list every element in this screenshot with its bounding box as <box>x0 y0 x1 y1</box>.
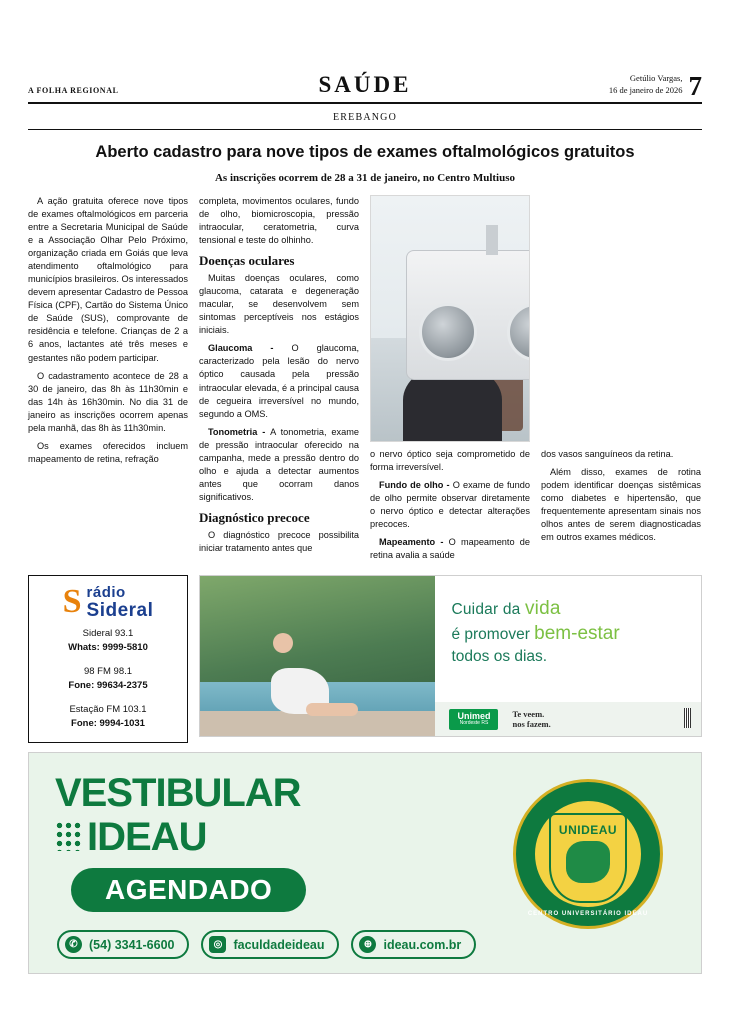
whatsapp-icon: ✆ <box>65 936 82 953</box>
issue-date-text: 16 de janeiro de 2026 <box>608 84 683 95</box>
unimed-photo <box>200 576 435 736</box>
unimed-line-2a: é promover <box>451 626 535 644</box>
term-label: Fundo de olho - <box>379 479 453 490</box>
unimed-line-2 <box>451 623 701 645</box>
vestibular-badge: AGENDADO <box>71 868 306 912</box>
page-number: 7 <box>688 71 702 102</box>
device-arm <box>486 225 498 255</box>
paragraph: o nervo óptico seja comprometido de forma irreversível. <box>370 448 530 472</box>
paragraph-term-item <box>370 479 530 531</box>
radio-contact-line: Fone: 99634-2375 <box>68 680 148 692</box>
term-label: Tonometria - <box>208 426 271 437</box>
paragraph: A ação gratuita oferece nove tipos de exames oftalmológicos em parceria entre a Secretaria Municipal de Saúde e a Associação Olhar Pelo Próximo, organização criada em Goiás que leva atendimento oftalmológico para municípios brasileiros. Os interessados devem apresentar Cadastro de Pessoa Física (CPF), Cartão do Sistema Único de Saúde (SUS), comprovante de residência e telefone. Crianças de 2 a 6 anos, lactantes até três meses e gestantes não podem participar. <box>28 195 188 363</box>
term-text: O mapeamento de retina avalia a saúde <box>370 537 530 561</box>
radio-logo-line1: rádio <box>86 584 126 602</box>
masthead-right <box>552 71 702 102</box>
radio-logo <box>35 584 181 620</box>
paragraph-term-item <box>199 342 359 420</box>
unimed-logo <box>449 709 498 730</box>
photo-person-leg <box>306 703 358 716</box>
ad-vestibular-ideau[interactable] <box>28 752 702 974</box>
article-headline: Aberto cadastro para nove tipos de exames oftalmológicos gratuitos <box>95 143 635 161</box>
section-subhead: Doenças oculares <box>199 253 295 269</box>
unimed-slogan-line1: Te veem. <box>512 709 545 720</box>
unimed-brand-sub: Nordeste RS <box>459 720 489 727</box>
device-lens-right <box>507 303 530 361</box>
article-standfirst: As inscrições ocorrem de 28 a 31 de janeiro, no Centro Multiuso <box>214 171 516 184</box>
paragraph-term-item <box>199 426 359 504</box>
unimed-line-1a: Cuidar da <box>451 601 525 619</box>
contact-phone[interactable] <box>57 930 189 959</box>
photo-person-head <box>273 633 293 653</box>
issue-date <box>609 73 683 98</box>
barcode-icon <box>684 708 691 728</box>
unimed-line-3: todos os dias. <box>451 648 548 666</box>
contact-phone-label: (54) 3341-6600 <box>89 937 175 952</box>
radio-station-line: Estação FM 103.1 <box>69 704 147 716</box>
radio-contact-line: Whats: 9999-5810 <box>68 642 148 654</box>
seal-bottom-text: CENTRO UNIVERSITÁRIO IDEAU <box>527 911 649 918</box>
globe-icon: ⊕ <box>359 936 376 953</box>
seal-word: UNIDEAU <box>558 823 618 838</box>
contact-website[interactable] <box>351 930 476 959</box>
publication-name: A FOLHA REGIONAL <box>28 86 119 95</box>
instagram-icon: ◎ <box>209 936 226 953</box>
radio-station-line: 98 FM 98.1 <box>83 666 133 678</box>
contact-website-label: ideau.com.br <box>383 937 462 952</box>
unimed-footer <box>435 702 701 736</box>
sub-section-bar <box>28 104 702 130</box>
unimed-slogan <box>512 709 550 729</box>
term-text: A tonometria, exame de pressão intraocular oferecido na campanha, mede a pressão dentro do olho e ajuda a detectar aumentos antes que ocorram danos significativos. <box>199 426 359 503</box>
paragraph: Os exames oferecidos incluem mapeamento de retina, refração <box>28 440 188 464</box>
ad-radio-sideral[interactable] <box>28 575 188 743</box>
decorative-dots-icon <box>55 821 81 851</box>
term-text: O glaucoma, caracterizado pela lesão do nervo óptico causada pela pressão intraocular elevada, é a principal causa de cegueira irreversível no mundo, segundo a OMS. <box>199 343 359 419</box>
page-sheet <box>28 72 702 993</box>
masthead <box>28 72 702 104</box>
spacer <box>35 694 181 701</box>
section-subhead: Diagnóstico precoce <box>199 510 310 526</box>
article-column-4 <box>541 195 701 568</box>
unimed-word-vida: vida <box>524 598 561 620</box>
vestibular-title-line1: VESTIBULAR <box>55 771 301 816</box>
article-column-1 <box>28 195 188 568</box>
unideau-seal <box>513 779 663 929</box>
phoropter-device <box>406 250 530 380</box>
radio-station-line: Sideral 93.1 <box>82 628 134 640</box>
paragraph: dos vasos sanguíneos da retina. <box>541 448 674 459</box>
unimed-brand-name: Unimed <box>457 710 491 721</box>
spacer <box>35 656 181 663</box>
radio-contact-line: Fone: 9994-1031 <box>71 718 145 730</box>
paragraph: O cadastramento acontece de 28 a 30 de janeiro, das 8h às 11h30min e das 14h às 16h30min. No dia 31 de janeiro as inscrições ocorrem apenas pela manhã, das 8h às 11h30min. <box>28 370 188 433</box>
term-label: Mapeamento - <box>379 537 449 548</box>
paragraph: O diagnóstico precoce possibilita iniciar tratamento antes que <box>199 530 359 554</box>
article-photo <box>370 195 530 442</box>
term-text: O exame de fundo de olho permite observar diretamente o nervo óptico e detectar alterações precoces. <box>370 479 530 530</box>
article-column-2 <box>199 195 359 568</box>
paragraph: completa, movimentos oculares, fundo de olho, biomicroscopia, pressão intraocular, ceratometria, curva tensional e teste do olhinho. <box>199 195 359 245</box>
term-label: Glaucoma - <box>208 343 292 354</box>
radio-logo-icon: S <box>62 583 82 620</box>
section-title: SAÚDE <box>318 72 412 97</box>
article-body <box>28 195 702 568</box>
issue-city: Getúlio Vargas, <box>629 73 683 84</box>
contact-instagram[interactable] <box>201 930 339 959</box>
radio-logo-line2: Sideral <box>86 600 154 622</box>
ad-unimed[interactable] <box>199 575 702 737</box>
paragraph: Além disso, exames de rotina podem identificar doenças sistêmicas como diabetes e hipertensão, que frequentemente apresentam sinais nos olhos antes de serem diagnosticadas em outros exames médicos. <box>541 466 701 543</box>
unimed-line-1 <box>451 598 701 620</box>
brazil-map-icon <box>566 841 610 883</box>
unimed-slogan-line2: nos fazem. <box>512 719 551 730</box>
paragraph-term-item <box>370 536 530 562</box>
article-column-3 <box>370 195 530 568</box>
sub-section-label: EREBANGO <box>332 112 398 123</box>
vestibular-contacts <box>57 930 476 959</box>
vestibular-title-line2: IDEAU <box>87 815 207 860</box>
unimed-copy <box>435 576 701 736</box>
radio-logo-text <box>87 584 154 620</box>
unimed-word-bemestar: bem-estar <box>534 623 620 645</box>
paragraph: Muitas doenças oculares, como glaucoma, catarata e degeneração macular, se desenvolvem sem sintomas perceptíveis nos estágios iniciais. <box>199 273 359 336</box>
device-lens-left <box>419 303 477 361</box>
lower-ads-row <box>28 575 702 743</box>
contact-instagram-label: faculdadeideau <box>233 937 325 952</box>
